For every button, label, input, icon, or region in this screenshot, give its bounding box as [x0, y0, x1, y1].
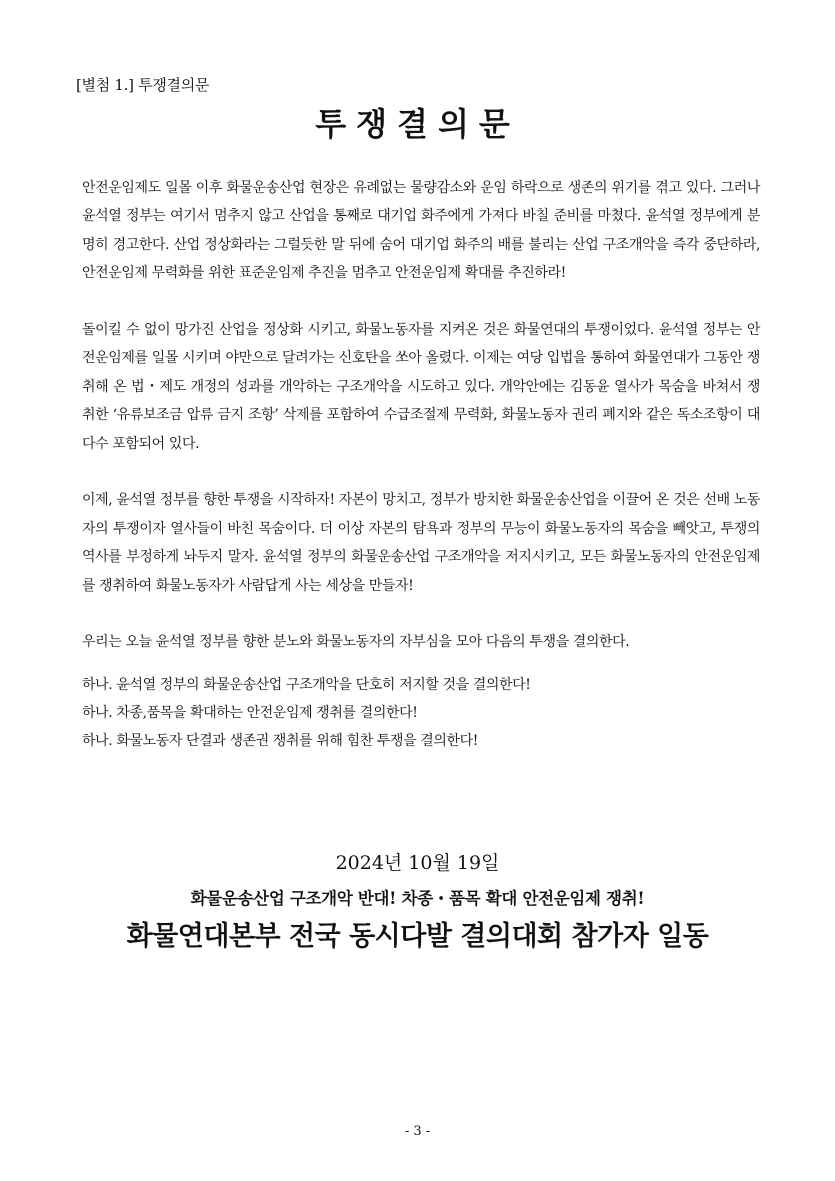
paragraph-3: 이제, 윤석열 정부를 향한 투쟁을 시작하자! 자본이 망치고, 정부가 방치한 화물운송산업을 이끌어 온 것은 선배 노동자의 투쟁이자 열사들이 바친 목숨이다. 더 이상 자본의 탐욕과 정부의 무능이 화물노동자의 목숨을 빼앗고, 투쟁의 역사를 부정하게 놔두지 말자. 윤석열 정부의 화물운송산업 구조개악을 저지시키고, 모든 화물노동자의 안전운임제를 쟁취하여 화물노동자가 사람답게 사는 세상을 만들자! — [82, 492, 760, 594]
resolution-item: 하나. 화물노동자 단결과 생존권 쟁취를 위해 힘찬 투쟁을 결의한다! — [82, 732, 479, 749]
resolution-item: 하나. 윤석열 정부의 화물운송산업 구조개악을 단호히 저지할 것을 결의한다! — [82, 676, 531, 693]
signature: 화물연대본부 전국 동시다발 결의대회 참가자 일동 — [126, 921, 709, 952]
paragraph-4: 우리는 오늘 윤석열 정부를 향한 분노와 화물노동자의 자부심을 모아 다음의 투쟁을 결의한다. — [82, 634, 630, 651]
document-date: 2024년 10월 19일 — [335, 852, 500, 874]
attachment-label: [별첨 1.] 투쟁결의문 — [76, 76, 210, 94]
page-number: - 3 - — [404, 1124, 431, 1139]
paragraph-2: 돌이킬 수 없이 망가진 산업을 정상화 시키고, 화물노동자를 지켜온 것은 화물연대의 투쟁이었다. 윤석열 정부는 안전운임제를 일몰 시키며 야만으로 달려가는 신호탄을 쏘아 올렸다. 이제는 여당 입법을 통하여 화물연대가 그동안 쟁취해 온 법・제도 개정의 성과를 개악하는 구조개악을 시도하고 있다. 개악안에는 김동윤 열사가 목숨을 바쳐서 쟁취한 ‘유류보조금 압류 금지 조항’ 삭제를 포함하여 수급조절제 무력화, 화물노동자 권리 폐지와 같은 독소조항이 대다수 포함되어 있다. — [82, 322, 760, 452]
resolution-item: 하나. 차종,품목을 확대하는 안전운임제 쟁취를 결의한다! — [82, 704, 418, 721]
paragraph-1: 안전운임제도 일몰 이후 화물운송산업 현장은 유례없는 물량감소와 운임 하락으로 생존의 위기를 겪고 있다. 그러나 윤석열 정부는 여기서 멈추지 않고 산업을 통째로 대기업 화주에게 가져다 바칠 준비를 마쳤다. 윤석열 정부에게 분명히 경고한다. 산업 정상화라는 그럴듯한 말 뒤에 숨어 대기업 화주의 배를 불리는 산업 구조개악을 즉각 중단하라, 안전운임제 무력화를 위한 표준운임제 추진을 멈추고 안전운임제 확대를 추진하라! — [82, 180, 760, 282]
document-title: 투쟁결의문 — [315, 105, 520, 143]
document-body — [82, 174, 760, 755]
resolution-list — [82, 671, 760, 755]
slogan: 화물운송산업 구조개악 반대! 차종・품목 확대 안전운임제 쟁취! — [190, 889, 645, 908]
